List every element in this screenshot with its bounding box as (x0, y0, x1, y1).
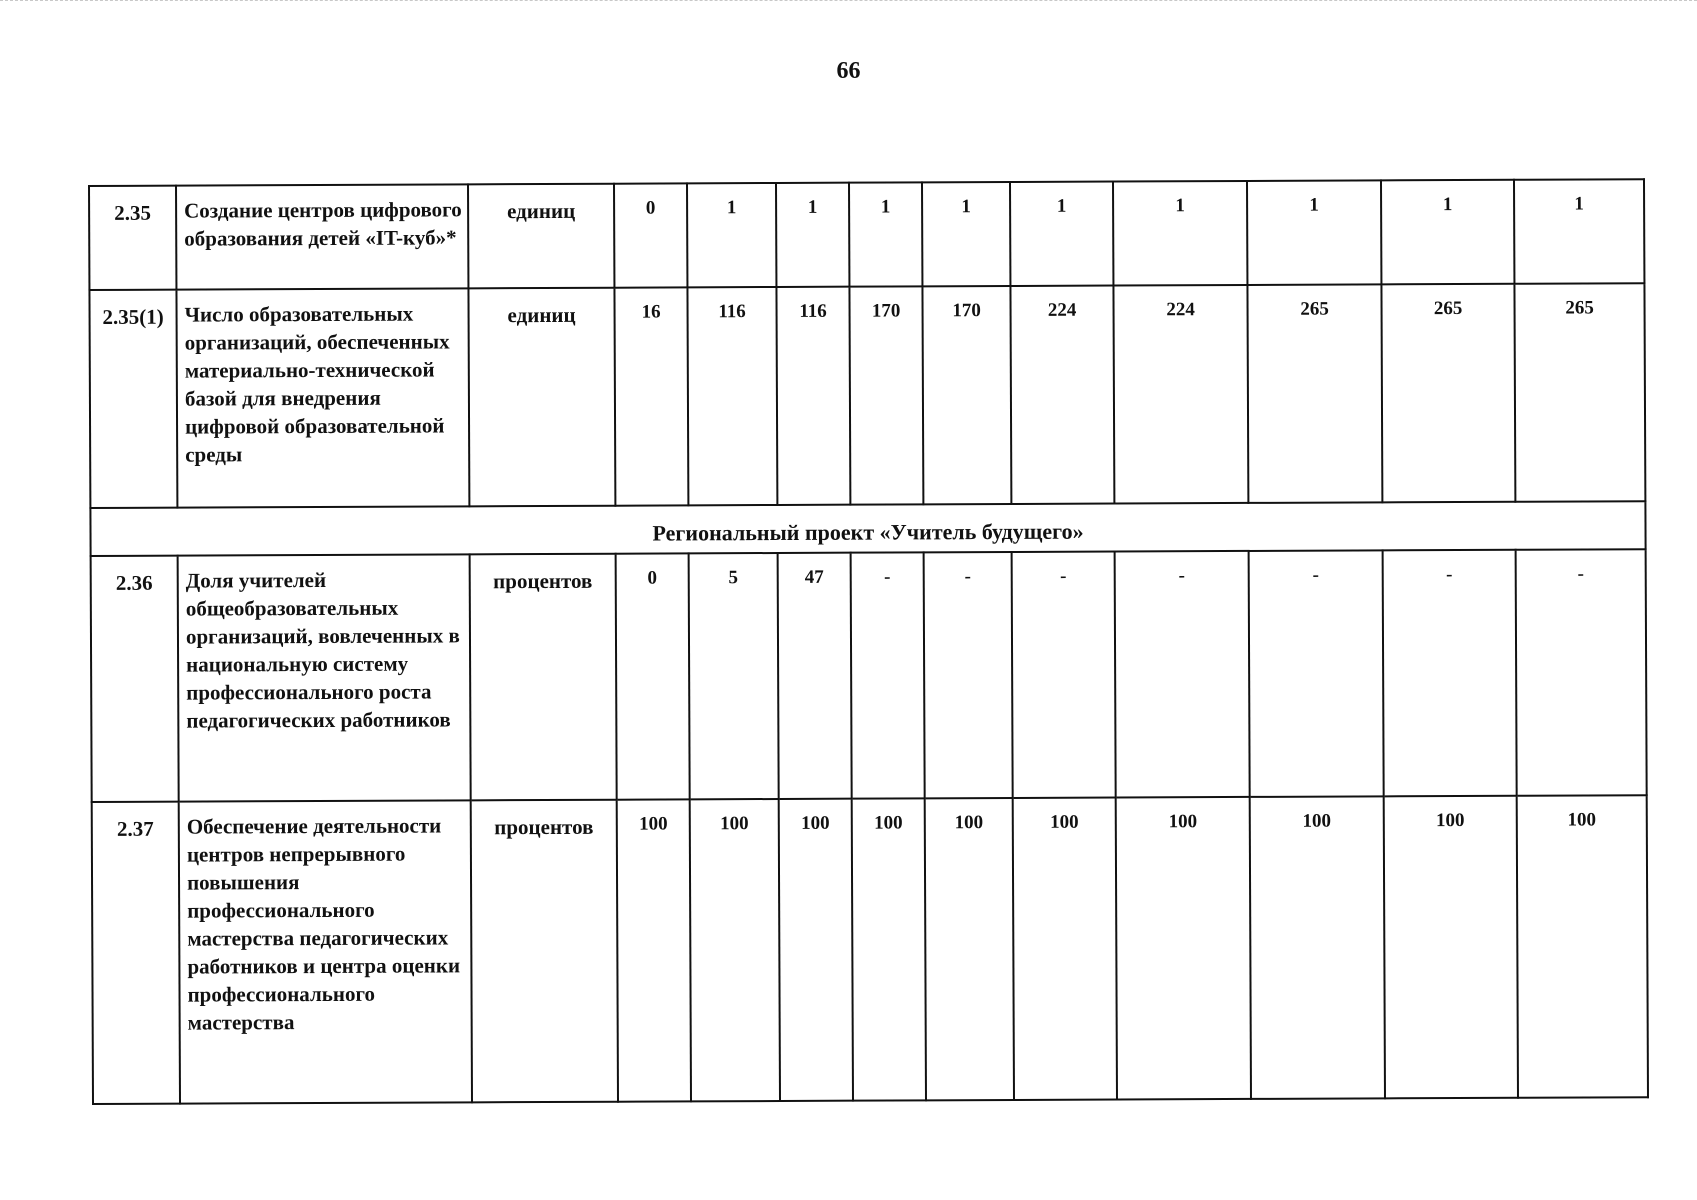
value-cell: - (1516, 549, 1647, 796)
section-row (90, 501, 1645, 556)
value-cell: 0 (616, 553, 690, 799)
value-cell: 1 (922, 182, 1010, 286)
value-cell: 1 (1113, 181, 1247, 286)
unit-cell: процентов (471, 800, 618, 1103)
value-cell: 100 (690, 799, 780, 1101)
row-number: 2.35(1) (89, 290, 177, 508)
value-cell: 100 (1384, 796, 1518, 1099)
value-cell: 265 (1514, 283, 1645, 502)
unit-cell: единиц (468, 288, 615, 507)
value-cell: 47 (778, 553, 852, 799)
value-cell: - (1249, 550, 1384, 797)
indicator-name: Обеспечение деятельности центров непрерывного повышения профессионального мастерства педагогических работников и центра оценки профессионального мастерства (179, 800, 472, 1103)
value-cell: 224 (1113, 285, 1248, 504)
value-cell: 170 (922, 286, 1011, 504)
value-cell: - (851, 552, 925, 798)
value-cell: - (1012, 552, 1116, 798)
value-cell: 1 (687, 183, 776, 287)
value-cell: 224 (1010, 286, 1114, 504)
table-row-2-35 (89, 179, 1644, 290)
row-number: 2.35 (89, 186, 176, 290)
table-row-2-36 (91, 549, 1647, 802)
value-cell: 100 (925, 798, 1014, 1100)
value-cell: 100 (1517, 795, 1648, 1098)
value-cell: - (1115, 551, 1250, 798)
value-cell: 116 (687, 287, 777, 505)
section-title: Региональный проект «Учитель будущего» (90, 501, 1645, 556)
table-row-2-37 (92, 795, 1648, 1104)
value-cell: 100 (617, 799, 691, 1101)
value-cell: 1 (1247, 180, 1381, 285)
value-cell: 0 (614, 183, 687, 287)
value-cell: 16 (614, 287, 688, 505)
indicators-table (88, 178, 1649, 1105)
row-number: 2.37 (92, 802, 180, 1104)
value-cell: 100 (1250, 796, 1385, 1099)
scan-edge-line (0, 0, 1697, 6)
value-cell: 100 (1013, 798, 1117, 1100)
value-cell: 100 (852, 798, 926, 1100)
unit-cell: процентов (470, 554, 617, 801)
unit-cell: единиц (468, 184, 614, 289)
indicator-name: Создание центров цифрового образования детей «IT-куб»* (176, 184, 468, 289)
indicator-name: Число образовательных организаций, обеспеченных материально-технической базой для внедрения цифровой образовательной среды (176, 288, 469, 507)
value-cell: 265 (1247, 284, 1382, 503)
value-cell: 100 (1116, 797, 1251, 1100)
indicator-name: Доля учителей общеобразовательных организаций, вовлеченных в национальную систему профессионального роста педагогических работников (178, 554, 471, 801)
page-number: 66 (836, 58, 861, 84)
value-cell: 1 (1010, 182, 1113, 286)
value-cell: 1 (776, 183, 849, 287)
table-row-2-35-1 (89, 283, 1645, 508)
value-cell: 116 (776, 287, 850, 505)
value-cell: 5 (689, 553, 779, 799)
value-cell: 265 (1381, 284, 1515, 503)
value-cell: 1 (1514, 179, 1644, 284)
row-number: 2.36 (91, 556, 179, 802)
value-cell: 170 (849, 286, 923, 504)
value-cell: - (1383, 550, 1517, 797)
value-cell: 1 (1381, 180, 1514, 285)
value-cell: 100 (779, 799, 853, 1101)
value-cell: 1 (849, 182, 922, 286)
value-cell: - (924, 552, 1013, 798)
